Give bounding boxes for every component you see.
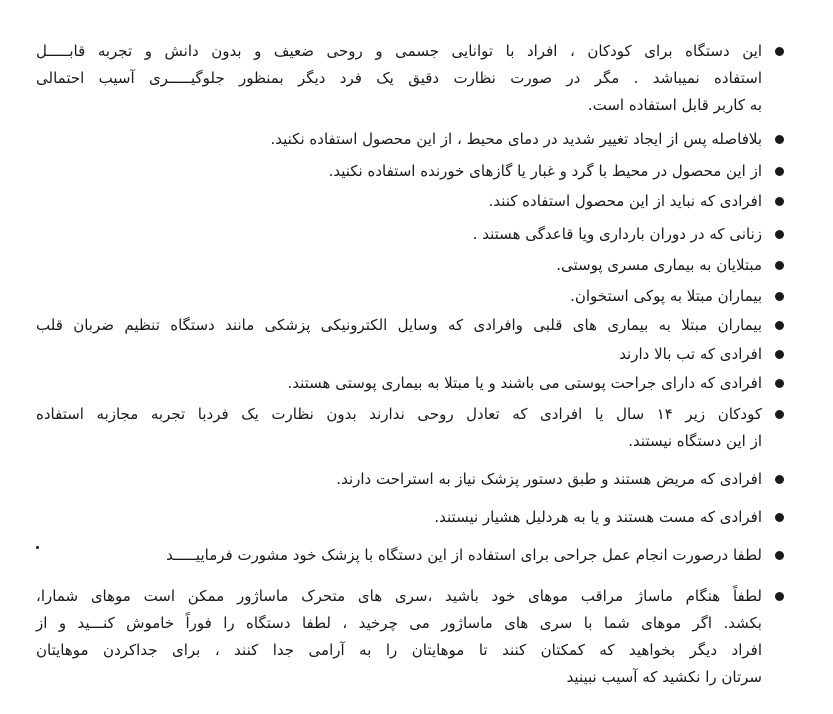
bullet-icon (775, 551, 784, 560)
bullet-icon (775, 475, 784, 484)
item-text-line: افرادی که نباید از این محصول استفاده کنند. (488, 192, 762, 210)
list-item (36, 504, 762, 531)
item-text-line: افرادی که دارای جراحت پوستی می باشند و یا مبتلا به بیماری پوستی هستند. (287, 374, 762, 392)
list-item (36, 370, 762, 397)
item-text-line: بیماران مبتلا به پوکی استخوان. (570, 287, 762, 305)
bullet-icon (775, 197, 784, 206)
bullet-icon (775, 321, 784, 330)
item-text-line: افراد دیگر بخواهید که کمکتان کنند تا موهایتان را به آرامی جدا کنند ، برای جداکردن موهایتان (36, 641, 762, 659)
list-item (36, 38, 762, 119)
list-item (36, 312, 762, 339)
item-text-line: کودکان زیر ۱۴ سال یا افرادی که تعادل روحی ندارند بدون نظارت یک فردبا تجربه مجازبه استفاده (36, 405, 762, 423)
bullet-icon (775, 379, 784, 388)
item-text-line: به کاربر قابل استفاده است. (587, 96, 762, 114)
list-item (36, 401, 762, 455)
item-text-line: زنانی که در دوران بارداری ویا قاعدگی هستند . (472, 225, 762, 243)
list-item (36, 542, 762, 569)
item-text-line: مبتلایان به بیماری مسری پوستی. (556, 256, 762, 274)
list-item (36, 283, 762, 310)
item-text-line: افرادی که تب بالا دارند (619, 345, 762, 363)
bullet-icon (775, 410, 784, 419)
list-item (36, 466, 762, 493)
item-text-line: بکشد. اگر موهای شما با سری های ماساژور می چرخید ، لطفا دستگاه را فوراً خاموش کنـــید و از (36, 614, 762, 632)
item-text-line: افرادی که مست هستند و یا به هردلیل هشیار نیستند. (434, 508, 762, 526)
list-item (36, 158, 762, 185)
item-text-line: لطفا درصورت انجام عمل جراحی برای استفاده از این دستگاه با پزشک خود مشورت فرماییـــــد (166, 546, 762, 564)
list-item (36, 126, 762, 153)
item-text-line: بیماران مبتلا به بیماری های قلبی وافرادی که وسایل الکترونیکی پزشکی مانند دستگاه تنظیم ضربان قلب (36, 316, 762, 334)
item-text-line: لطفاً هنگام ماساژ مراقب موهای خود باشید ،سری های متحرک ماساژور ممکن است موهای شمارا، (36, 587, 762, 605)
list-item (36, 252, 762, 279)
item-text-line: افرادی که مریض هستند و طبق دستور پزشک نیاز به استراحت دارند. (336, 470, 762, 488)
bullet-icon (775, 230, 784, 239)
list-item (36, 188, 762, 215)
bullet-icon (775, 292, 784, 301)
bullet-icon (775, 47, 784, 56)
bullet-icon (775, 350, 784, 359)
bullet-icon (775, 592, 784, 601)
item-text-line: سرتان را نکشید که آسیب نبینید (566, 668, 762, 686)
item-text-line: بلافاصله پس از ایجاد تغییر شدید در دمای محیط ، از این محصول استفاده نکنید. (270, 130, 762, 148)
bullet-icon (775, 513, 784, 522)
bullet-icon (775, 261, 784, 270)
list-item (36, 221, 762, 248)
item-text-line: از این دستگاه نیستند. (628, 432, 762, 450)
list-item (36, 583, 762, 691)
stray-dot (36, 546, 39, 549)
item-text-line: استفاده نمیباشد . مگر در صورت نظارت دقیق یک فرد دیگر بمنظور جلوگیـــــری آسیب احتمالی (36, 69, 762, 87)
item-text-line: از این محصول در محیط با گرد و غبار یا گازهای خورنده استفاده نکنید. (328, 162, 762, 180)
list-item (36, 341, 762, 368)
bullet-icon (775, 135, 784, 144)
item-text-line: این دستگاه برای کودکان ، افراد با توانایی جسمی و روحی ضعیف و بدون دانش و تجربه قابـــــل (36, 42, 762, 60)
bullet-icon (775, 167, 784, 176)
